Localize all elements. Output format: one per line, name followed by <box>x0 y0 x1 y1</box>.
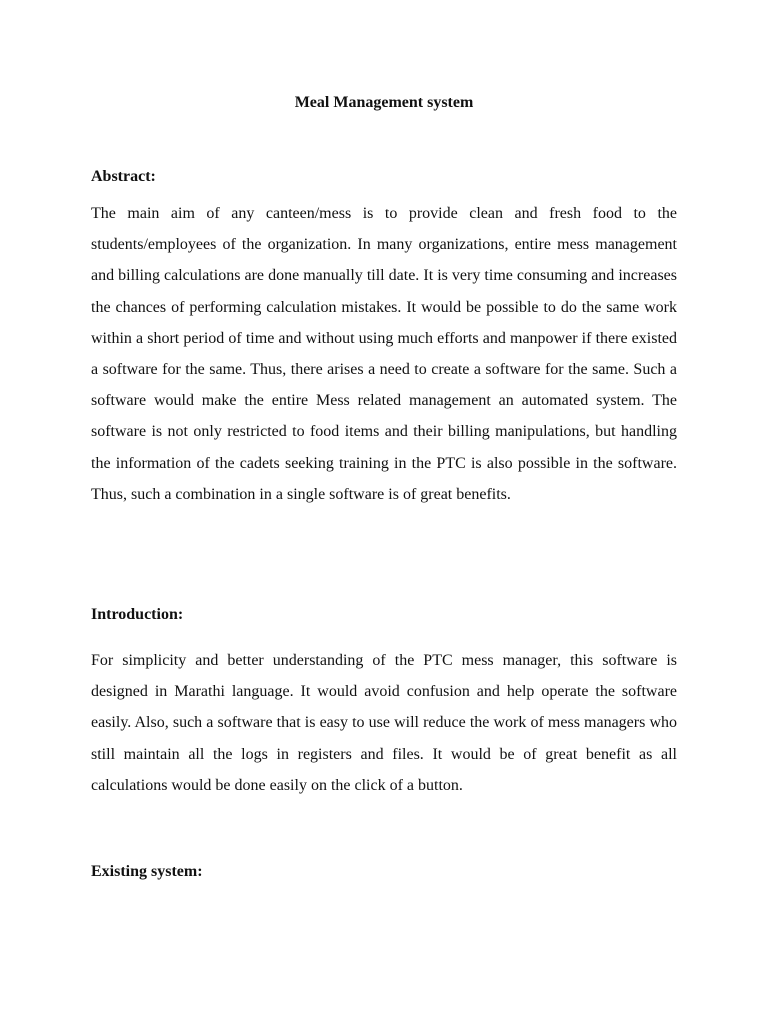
abstract-heading: Abstract: <box>91 168 156 185</box>
existing-system-heading: Existing system: <box>91 863 203 880</box>
introduction-heading: Introduction: <box>91 606 184 623</box>
document-title: Meal Management system <box>294 94 474 111</box>
introduction-paragraph: For simplicity and better understanding of the PTC mess manager, this software is designed in Marathi language. It would avoid confusion and help operate the software easily. Also, such a software that is easy to use will reduce the work of mess managers who still maintain all the logs in registers and files. It would be of great benefit as all calculations would be done easily on the click of a button. <box>91 652 677 794</box>
abstract-paragraph: The main aim of any canteen/mess is to provide clean and fresh food to the students/employees of the organization. In many organizations, entire mess management and billing calculations are done manually till date. It is very time consuming and increases the chances of performing calculation mistakes. It would be possible to do the same work within a short period of time and without using much efforts and manpower if there existed a software for the same. Thus, there arises a need to create a software for the same. Such a software would make the entire Mess related management an automated system. The software is not only restricted to food items and their billing manipulations, but handling the information of the cadets seeking training in the PTC is also possible in the software. Thus, such a combination in a single software is of great benefits. <box>91 205 677 503</box>
